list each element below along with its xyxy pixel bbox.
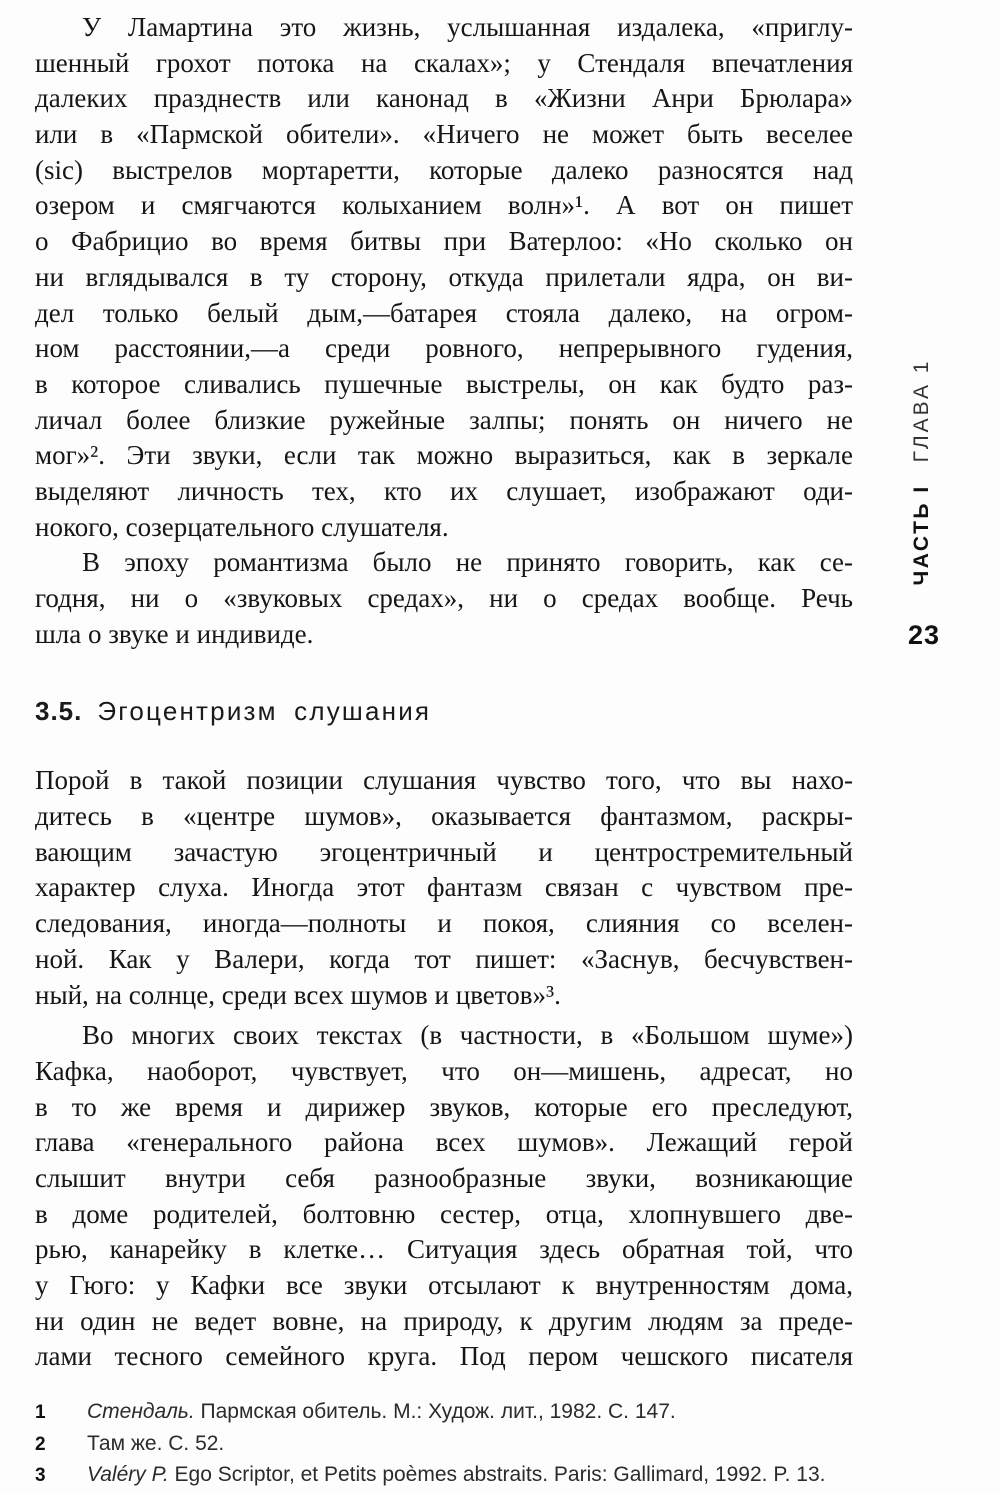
part-label: ЧАСТЬ I [910, 484, 933, 586]
text-line: в то же время и дирижер звуков, которые его преследуют, [35, 1091, 853, 1122]
footnote-text: Ego Scriptor, et Petits poèmes abstraits. Paris: Gallimard, 1992. P. 13. [168, 1463, 826, 1486]
text-line: годня, ни о «звуковых средах», ни о средах вообще. Речь [35, 583, 853, 613]
text-line: у Гюго: у Кафки все звуки отсылают к внутренностям дома, [35, 1270, 853, 1300]
text-line: лами тесного семейного круга. Под пером чешского писателя [35, 1341, 853, 1372]
text-line: или в «Пармской обители». «Ничего не может быть веселее [35, 119, 853, 150]
paragraph [35, 763, 853, 1013]
text-line: характер слуха. Иногда этот фантазм связан с чувством пре- [35, 872, 853, 903]
text-line: вающим зачастую эгоцентричный и центростремительный [35, 836, 853, 867]
text-line: ни один не ведет вовне, на природу, к другим людям за преде- [35, 1305, 853, 1336]
text-line: выделяют личность тех, кто их слушает, изображают оди- [35, 475, 853, 506]
footnote-marker: 2 [35, 1433, 46, 1455]
text-line: следования, иногда—полноты и покоя, слияния со вселен- [35, 908, 853, 939]
text-line: ном расстоянии,—а среди ровного, непрерывного гудения, [35, 333, 853, 364]
chapter-label: ГЛАВА 1 [910, 358, 933, 463]
text-line: личал более близкие ружейные залпы; понять он ничего не [35, 404, 853, 435]
footnotes-block [35, 1396, 915, 1491]
footnote [35, 1396, 915, 1428]
text-line: шла о звуке и индивиде. [35, 618, 314, 649]
text-line: Порой в такой позиции слушания чувство того, что вы нахо- [35, 765, 853, 796]
text-flow [35, 10, 853, 1375]
text-line: ный, на солнце, среди всех шумов и цветов»³. [35, 979, 561, 1010]
text-line: ни вглядывался в ту сторону, откуда прилетали ядра, он ви- [35, 261, 853, 292]
text-line: Кафка, наоборот, чувствует, что он—мишень, адресат, но [35, 1055, 853, 1086]
section-number: 3.5. [35, 696, 83, 727]
text-line: слышит внутри себя разнообразные звуки, возникающие [35, 1162, 853, 1193]
text-line: ной. Как у Валери, когда тот пишет: «Заснув, бесчувствен- [35, 943, 853, 974]
footnote-marker: 3 [35, 1465, 46, 1486]
paragraph [35, 1018, 853, 1375]
footnote-author: Valéry P. [87, 1463, 169, 1486]
text-line: У Ламартина это жизнь, услышанная издалека, «приглу- [82, 12, 853, 42]
text-line: в доме родителей, болтовню сестер, отца, хлопнувшего две- [35, 1198, 853, 1229]
text-line: рью, канарейку в клетке… Ситуация здесь обратная той, что [35, 1234, 853, 1265]
section-title: Эгоцентризм слушания [97, 696, 432, 727]
footnote [35, 1459, 915, 1491]
page-number: 23 [908, 620, 941, 650]
text-line: глава «генерального района всех шумов». Лежащий герой [35, 1127, 853, 1158]
text-line: мог»². Эти звуки, если так можно выразиться, как в зеркале [35, 440, 853, 471]
running-sidebar [910, 359, 934, 586]
footnote-text: Пармская обитель. М.: Худож. лит., 1982. С. 147. [194, 1400, 676, 1423]
footnote-marker: 1 [35, 1402, 46, 1423]
paragraph [35, 10, 853, 545]
text-line: о Фабрицио во время битвы при Ватерлоо: «Но сколько он [35, 226, 853, 257]
text-line: Во многих своих текстах (в частности, в «Большом шуме») [82, 1020, 853, 1051]
text-line: озером и смягчаются колыханием волн»¹. А вот он пишет [35, 190, 853, 221]
text-line: В эпоху романтизма было не принято говорить, как се- [82, 547, 853, 578]
text-line: нокого, созерцательного слушателя. [35, 511, 449, 542]
footnote-author: Стендаль. [87, 1400, 195, 1423]
text-line: дитесь в «центре шумов», оказывается фантазмом, раскры- [35, 801, 853, 832]
text-line: далеких празднеств или канонад в «Жизни Анри Брюлара» [35, 83, 853, 114]
text-line: в которое сливались пушечные выстрелы, он как будто раз- [35, 368, 853, 399]
text-line: (sic) выстрелов мортаретти, которые далеко разносятся над [35, 154, 853, 185]
paragraph [35, 545, 853, 652]
section-heading [35, 693, 853, 729]
footnote-text: Там же. С. 52. [87, 1431, 225, 1455]
footnote [35, 1428, 915, 1460]
text-line: дел только белый дым,—батарея стояла далеко, на огром- [35, 297, 853, 328]
text-line: шенный грохот потока на скалах»; у Стендаля впечатления [35, 47, 853, 78]
